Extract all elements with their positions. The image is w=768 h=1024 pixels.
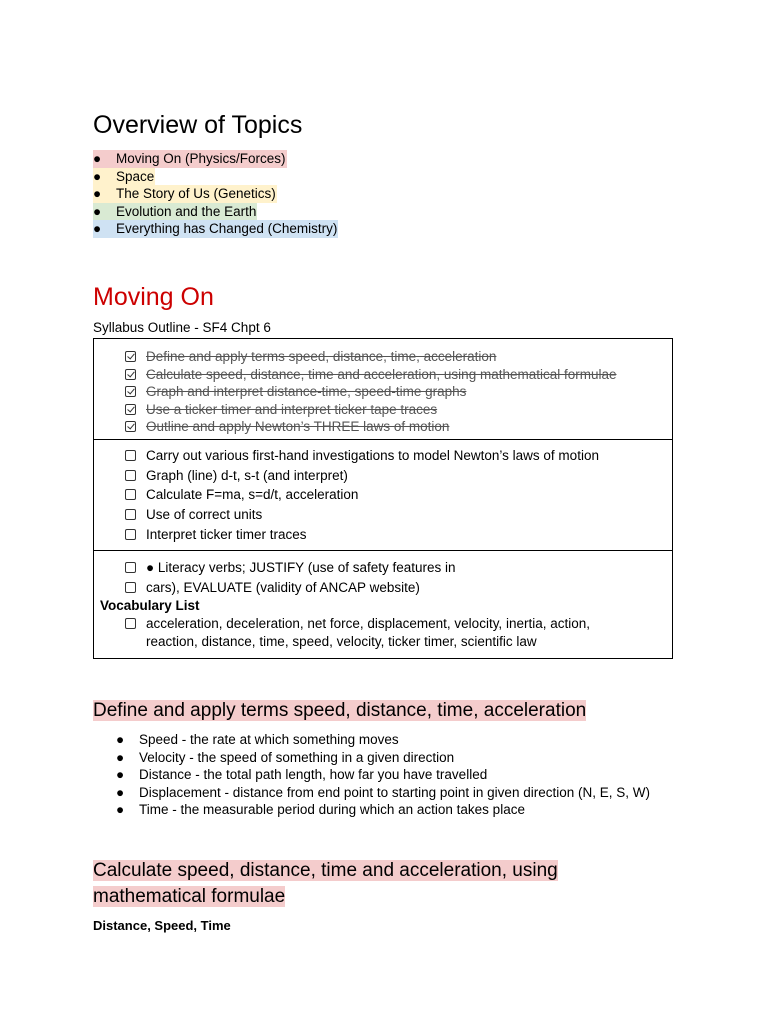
topic-label: Space (116, 168, 155, 184)
checklist-label: Use of correct units (146, 507, 263, 523)
checked-checkbox-icon[interactable] (125, 421, 136, 432)
checklist-item (94, 348, 672, 366)
syllabus-table (93, 338, 673, 659)
checkbox-icon[interactable] (125, 470, 136, 481)
section-title: Moving On (93, 283, 214, 311)
bullet-icon: ● (93, 151, 102, 166)
checklist-label: Define and apply terms speed, distance, time, acceleration (146, 349, 497, 364)
checklist-item (94, 446, 672, 466)
define-heading: Define and apply terms speed, distance, time, acceleration (93, 700, 587, 721)
checklist-label: Interpret ticker timer traces (146, 526, 307, 542)
topic-label: Everything has Changed (Chemistry) (116, 221, 338, 237)
checklist-item (94, 366, 672, 384)
bullet-icon: ● (93, 186, 102, 202)
topic-item (93, 185, 338, 203)
bullet-icon: ● (93, 221, 102, 237)
checklist-label: Carry out various first-hand investigations to model Newton’s laws of motion (146, 448, 599, 463)
vocab-title: Vocabulary List (100, 598, 200, 613)
checklist-label: Use a ticker timer and interpret ticker tape traces (146, 401, 438, 417)
syllabus-label: Syllabus Outline - SF4 Chpt 6 (93, 320, 271, 335)
checked-checkbox-icon[interactable] (125, 351, 136, 362)
checklist-item (94, 615, 672, 650)
topic-label: The Story of Us (Genetics) (116, 186, 276, 202)
checklist-item (94, 578, 672, 598)
bullet-icon: ● (116, 732, 125, 747)
bullet-icon: ● (116, 802, 125, 818)
page-title: Overview of Topics (93, 111, 303, 139)
distance-speed-time-label: Distance, Speed, Time (93, 918, 231, 933)
tasks-cell (94, 440, 673, 551)
checklist-label: Calculate speed, distance, time and acceleration, using mathematical formulae (146, 366, 617, 382)
topic-item (93, 168, 338, 186)
checklist-label: Graph and interpret distance-time, speed-time graphs (146, 384, 467, 399)
topic-item (93, 150, 338, 168)
bullet-icon: ● (116, 784, 125, 800)
checkbox-icon[interactable] (125, 582, 136, 593)
checkbox-icon[interactable] (125, 489, 136, 500)
checkbox-icon[interactable] (125, 562, 136, 573)
bullet-icon: ● (93, 203, 102, 219)
checklist-label: Outline and apply Newton’s THREE laws of motion (146, 419, 450, 434)
definition-item: ● Time - the measurable period during which an action takes place (116, 802, 525, 818)
checklist-item (94, 558, 672, 578)
definition-item: ● Speed - the rate at which something moves (116, 732, 399, 747)
literacy-label: ● Literacy verbs; JUSTIFY (use of safety features in (146, 560, 456, 575)
checkbox-icon[interactable] (125, 509, 136, 520)
checkbox-icon[interactable] (125, 618, 136, 629)
checked-checkbox-icon[interactable] (125, 404, 136, 415)
checklist-item (94, 401, 672, 419)
checklist-item (94, 525, 672, 545)
checkbox-icon[interactable] (125, 450, 136, 461)
bullet-icon: ● (93, 168, 102, 184)
topic-label: Evolution and the Earth (116, 203, 257, 219)
calculate-heading: Calculate speed, distance, time and acceleration, using mathematical formulae (93, 860, 558, 907)
literacy-label: cars), EVALUATE (validity of ANCAP website) (146, 579, 420, 595)
topic-item (93, 203, 338, 221)
checked-checkbox-icon[interactable] (125, 386, 136, 397)
topics-list (93, 150, 338, 238)
definition-item: ● Displacement - distance from end point to starting point in given direction (N, E, S, W) (116, 784, 650, 800)
checked-checkbox-icon[interactable] (125, 369, 136, 380)
definitions-list (93, 731, 663, 819)
bullet-icon: ● (116, 767, 125, 783)
checklist-item (94, 418, 672, 436)
bullet-icon: ● (116, 749, 125, 765)
completed-cell (94, 339, 673, 440)
checklist-item (94, 505, 672, 525)
checklist-item (94, 383, 672, 401)
definition-item: ● Distance - the total path length, how far you have travelled (116, 767, 488, 783)
checkbox-icon[interactable] (125, 529, 136, 540)
literacy-cell (94, 551, 673, 659)
checklist-label: Calculate F=ma, s=d/t, acceleration (146, 487, 359, 503)
topic-item (93, 220, 338, 238)
vocab-text: acceleration, deceleration, net force, displacement, velocity, inertia, action, reaction, distance, time, speed, velocity, ticker timer, scientific law (146, 616, 590, 649)
checklist-item (94, 466, 672, 486)
definition-item: ● Velocity - the speed of something in a given direction (116, 749, 455, 765)
checklist-label: Graph (line) d-t, s-t (and interpret) (146, 467, 348, 483)
checklist-item (94, 485, 672, 505)
topic-label: Moving On (Physics/Forces) (116, 151, 286, 166)
